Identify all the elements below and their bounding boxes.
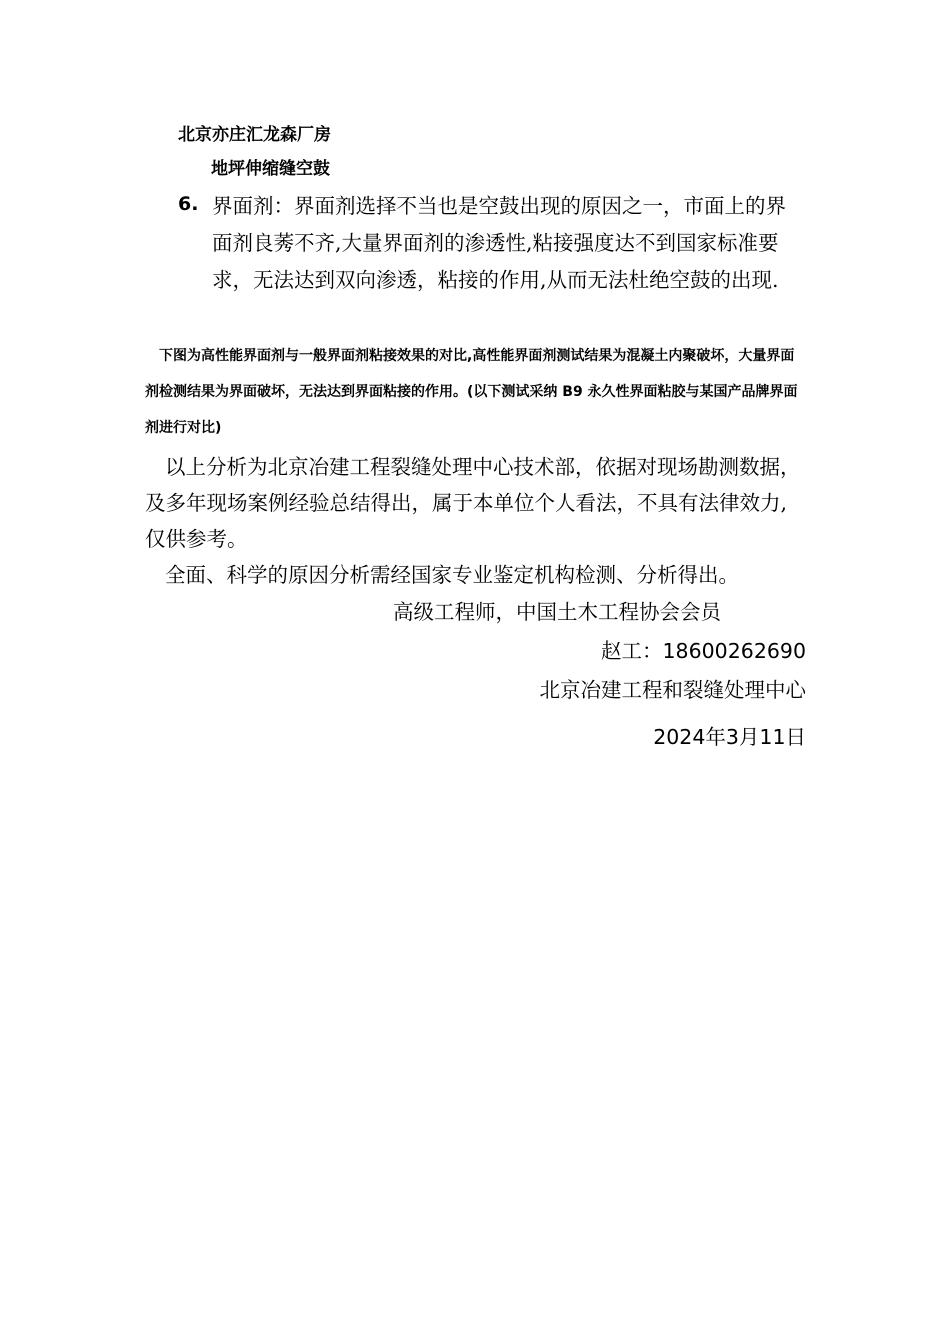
date-year-unit: 年 xyxy=(705,725,726,749)
item-number: 6. xyxy=(178,193,199,215)
date-day-unit: 日 xyxy=(785,725,806,749)
date-year: 2024 xyxy=(653,725,706,749)
date-month: 3 xyxy=(725,725,739,749)
signature-title: 高级工程师，中国土木工程协会会员 xyxy=(393,600,721,624)
item-text: 界面剂：界面剂选择不当也是空鼓出现的原因之一，市面上的界面剂良莠不齐,大量界面剂的渗透性,粘接强度达不到国家标准要求，无法达到双向渗透，粘接的作用,从而无法杜绝空鼓的出现. xyxy=(212,194,786,292)
contact-name: 赵工： xyxy=(601,639,663,663)
signature-contact xyxy=(601,641,806,662)
date-day: 11 xyxy=(759,725,786,749)
recommendation-paragraph: 全面、科学的原因分析需经国家专业鉴定机构检测、分析得出。 xyxy=(165,563,739,587)
comparison-note: 下图为高性能界面剂与一般界面剂粘接效果的对比,高性能界面剂测试结果为混凝土内聚破坏，大量界面剂检测结果为界面破坏，无法达到界面粘接的作用。(以下测试采纳 B9 永久性界面粘胶与某国产品牌界面剂进行对比) xyxy=(145,348,798,436)
date-month-unit: 月 xyxy=(738,725,760,749)
disclaimer-paragraph: 以上分析为北京冶建工程裂缝处理中心技术部，依据对现场勘测数据，及多年现场案例经验总结得出，属于本单位个人看法，不具有法律效力,仅供参考。 xyxy=(145,455,801,551)
project-subtitle: 地坪伸缩缝空鼓 xyxy=(211,159,330,179)
signature-organization: 北京冶建工程和裂缝处理中心 xyxy=(539,678,806,702)
project-title: 北京亦庄汇龙森厂房 xyxy=(178,125,331,145)
signature-date xyxy=(653,727,806,748)
contact-phone: 18600262690 xyxy=(662,639,806,663)
